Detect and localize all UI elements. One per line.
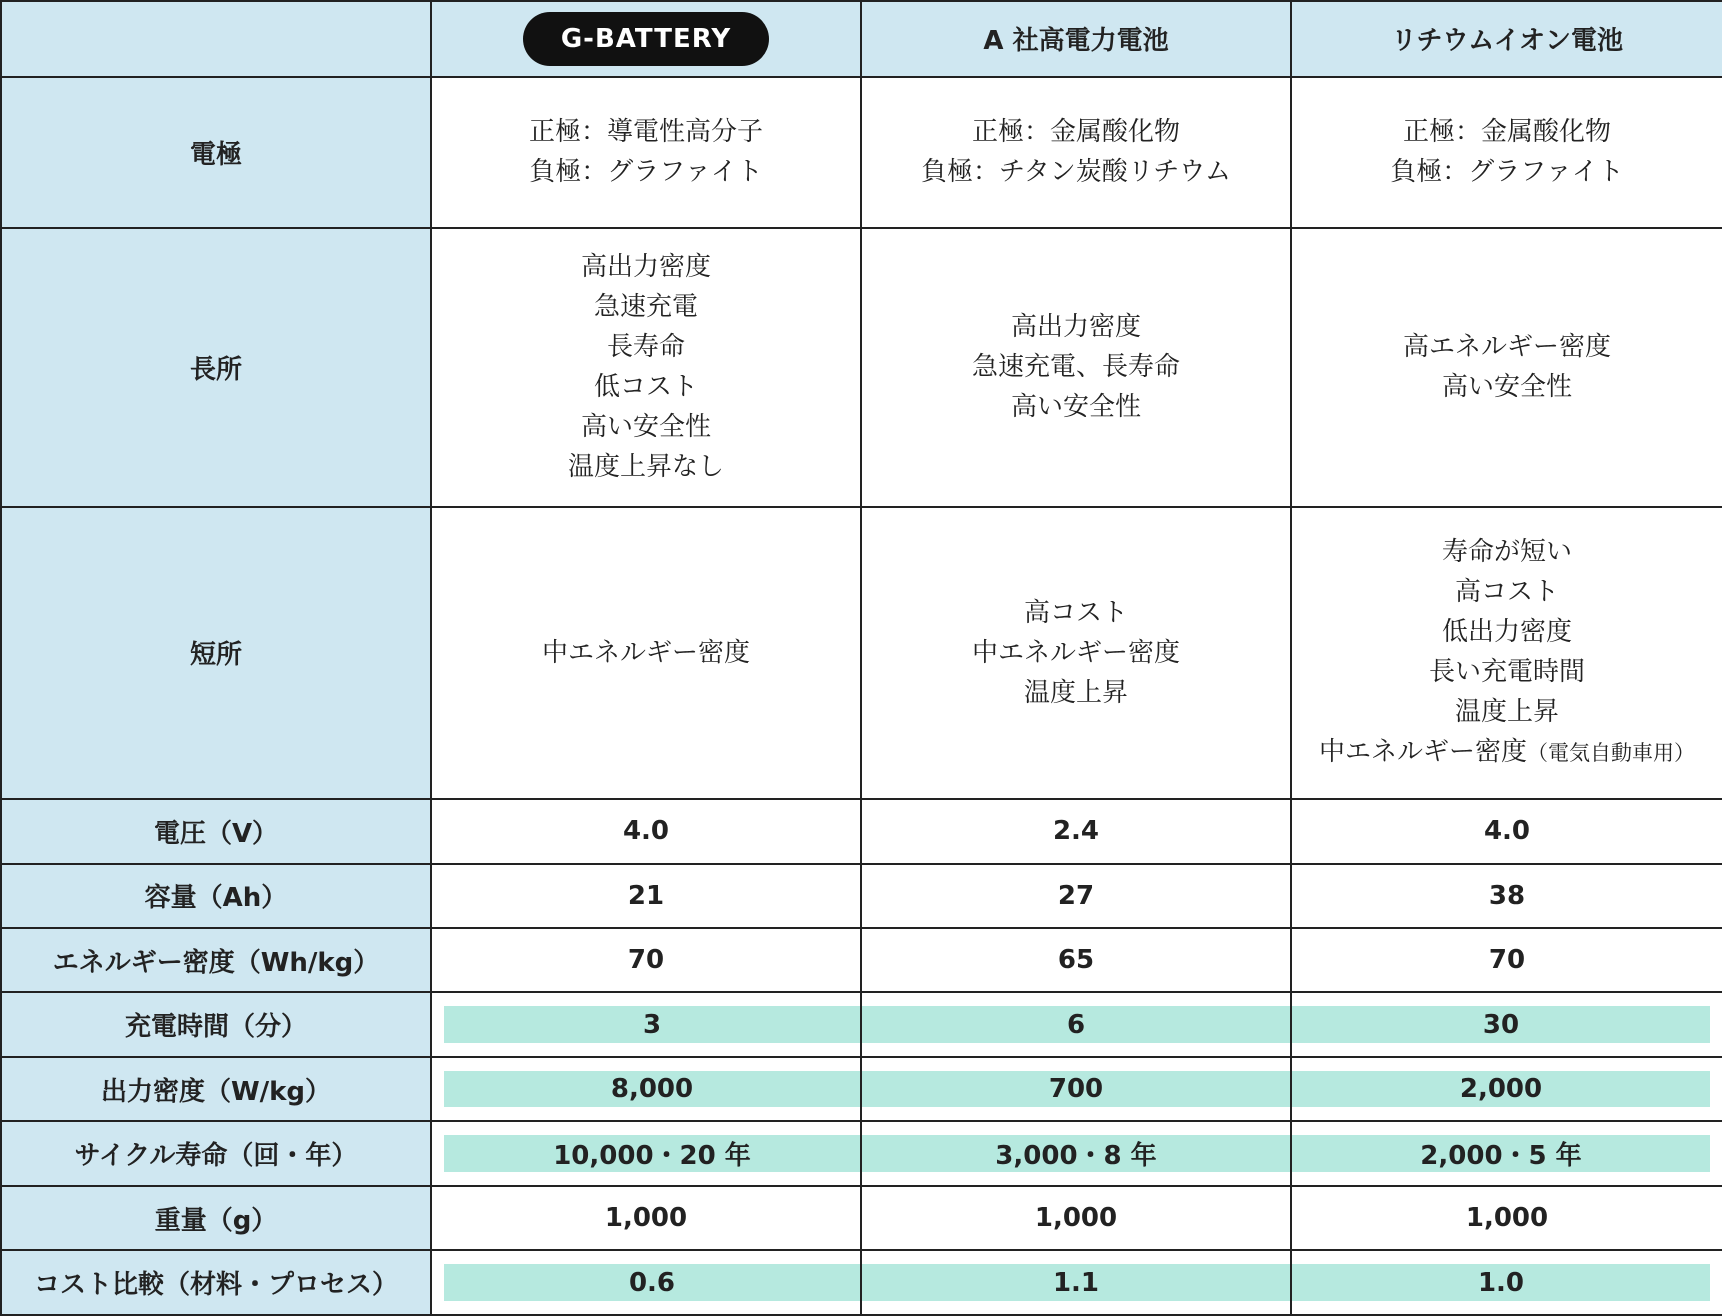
cell-charge-time-acompany xyxy=(861,992,1291,1056)
row-label-cycle-life: サイクル寿命（回・年） xyxy=(1,1121,431,1185)
cell-charge-time-lithium xyxy=(1291,992,1722,1056)
cell-voltage-lithium: 4.0 xyxy=(1291,799,1722,863)
row-label-cost: コスト比較（材料・プロセス） xyxy=(1,1250,431,1315)
cell-cycle-life-gbattery xyxy=(431,1121,861,1185)
row-label-energy-density: エネルギー密度（Wh/kg） xyxy=(1,928,431,992)
cell-weight-acompany: 1,000 xyxy=(861,1186,1291,1250)
header-acompany: A 社高電力電池 xyxy=(861,1,1291,77)
highlight-band: 6 xyxy=(862,1006,1290,1042)
row-label-power-density: 出力密度（W/kg） xyxy=(1,1057,431,1121)
cell-weight-lithium: 1,000 xyxy=(1291,1186,1722,1250)
cell-cycle-life-acompany xyxy=(861,1121,1291,1185)
cell-cost-lithium xyxy=(1291,1250,1722,1315)
row-label-voltage: 電圧（V） xyxy=(1,799,431,863)
cell-electrode-gbattery: 正極：導電性高分子 負極：グラファイト xyxy=(431,77,861,228)
row-demerits xyxy=(1,507,1722,799)
row-cost xyxy=(1,1250,1722,1315)
row-cycle-life xyxy=(1,1121,1722,1185)
row-voltage xyxy=(1,799,1722,863)
highlight-band: 30 xyxy=(1292,1006,1710,1042)
row-energy-density xyxy=(1,928,1722,992)
highlight-band: 2,000 xyxy=(1292,1071,1710,1107)
cell-power-density-gbattery xyxy=(431,1057,861,1121)
corner-cell xyxy=(1,1,431,77)
row-capacity xyxy=(1,864,1722,928)
row-label-weight: 重量（g） xyxy=(1,1186,431,1250)
row-weight xyxy=(1,1186,1722,1250)
row-label-demerits: 短所 xyxy=(1,507,431,799)
cell-capacity-lithium: 38 xyxy=(1291,864,1722,928)
header-gbattery xyxy=(431,1,861,77)
cell-voltage-gbattery: 4.0 xyxy=(431,799,861,863)
row-power-density xyxy=(1,1057,1722,1121)
row-label-merits: 長所 xyxy=(1,228,431,507)
cell-voltage-acompany: 2.4 xyxy=(861,799,1291,863)
row-label-charge-time: 充電時間（分） xyxy=(1,992,431,1056)
highlight-band: 3,000・8 年 xyxy=(862,1135,1290,1171)
cell-weight-gbattery: 1,000 xyxy=(431,1186,861,1250)
demerits-lithium-note: （電気自動車用） xyxy=(1527,741,1695,766)
highlight-band: 1.1 xyxy=(862,1264,1290,1301)
cell-electrode-lithium: 正極：金属酸化物 負極：グラファイト xyxy=(1291,77,1722,228)
cell-cost-acompany xyxy=(861,1250,1291,1315)
demerits-lithium-lines: 寿命が短い 高コスト 低出力密度 長い充電時間 温度上昇 xyxy=(1428,537,1585,728)
cell-charge-time-gbattery xyxy=(431,992,861,1056)
cell-merits-lithium: 高エネルギー密度 高い安全性 xyxy=(1291,228,1722,507)
cell-merits-gbattery: 高出力密度 急速充電 長寿命 低コスト 高い安全性 温度上昇なし xyxy=(431,228,861,507)
demerits-lithium-last-main: 中エネルギー密度 xyxy=(1318,737,1527,768)
cell-demerits-acompany: 高コスト 中エネルギー密度 温度上昇 xyxy=(861,507,1291,799)
cell-demerits-gbattery: 中エネルギー密度 xyxy=(431,507,861,799)
cell-demerits-lithium xyxy=(1291,507,1722,799)
cell-capacity-gbattery: 21 xyxy=(431,864,861,928)
header-row xyxy=(1,1,1722,77)
demerits-lithium-last-line xyxy=(1292,732,1722,773)
cell-electrode-acompany: 正極：金属酸化物 負極：チタン炭酸リチウム xyxy=(861,77,1291,228)
row-charge-time xyxy=(1,992,1722,1056)
highlight-band: 1.0 xyxy=(1292,1264,1710,1301)
cell-power-density-acompany xyxy=(861,1057,1291,1121)
highlight-band: 2,000・5 年 xyxy=(1292,1135,1710,1171)
cell-energy-density-acompany: 65 xyxy=(861,928,1291,992)
cell-cycle-life-lithium xyxy=(1291,1121,1722,1185)
highlight-band: 3 xyxy=(444,1006,860,1042)
row-label-capacity: 容量（Ah） xyxy=(1,864,431,928)
cell-power-density-lithium xyxy=(1291,1057,1722,1121)
cell-energy-density-gbattery: 70 xyxy=(431,928,861,992)
cell-capacity-acompany: 27 xyxy=(861,864,1291,928)
highlight-band: 8,000 xyxy=(444,1071,860,1107)
highlight-band: 10,000・20 年 xyxy=(444,1135,860,1171)
row-electrode xyxy=(1,77,1722,228)
gbattery-badge: G-BATTERY xyxy=(523,12,769,66)
cell-merits-acompany: 高出力密度 急速充電、長寿命 高い安全性 xyxy=(861,228,1291,507)
row-merits xyxy=(1,228,1722,507)
highlight-band: 700 xyxy=(862,1071,1290,1107)
row-label-electrode: 電極 xyxy=(1,77,431,228)
highlight-band: 0.6 xyxy=(444,1264,860,1301)
header-lithium: リチウムイオン電池 xyxy=(1291,1,1722,77)
cell-energy-density-lithium: 70 xyxy=(1291,928,1722,992)
cell-cost-gbattery xyxy=(431,1250,861,1315)
